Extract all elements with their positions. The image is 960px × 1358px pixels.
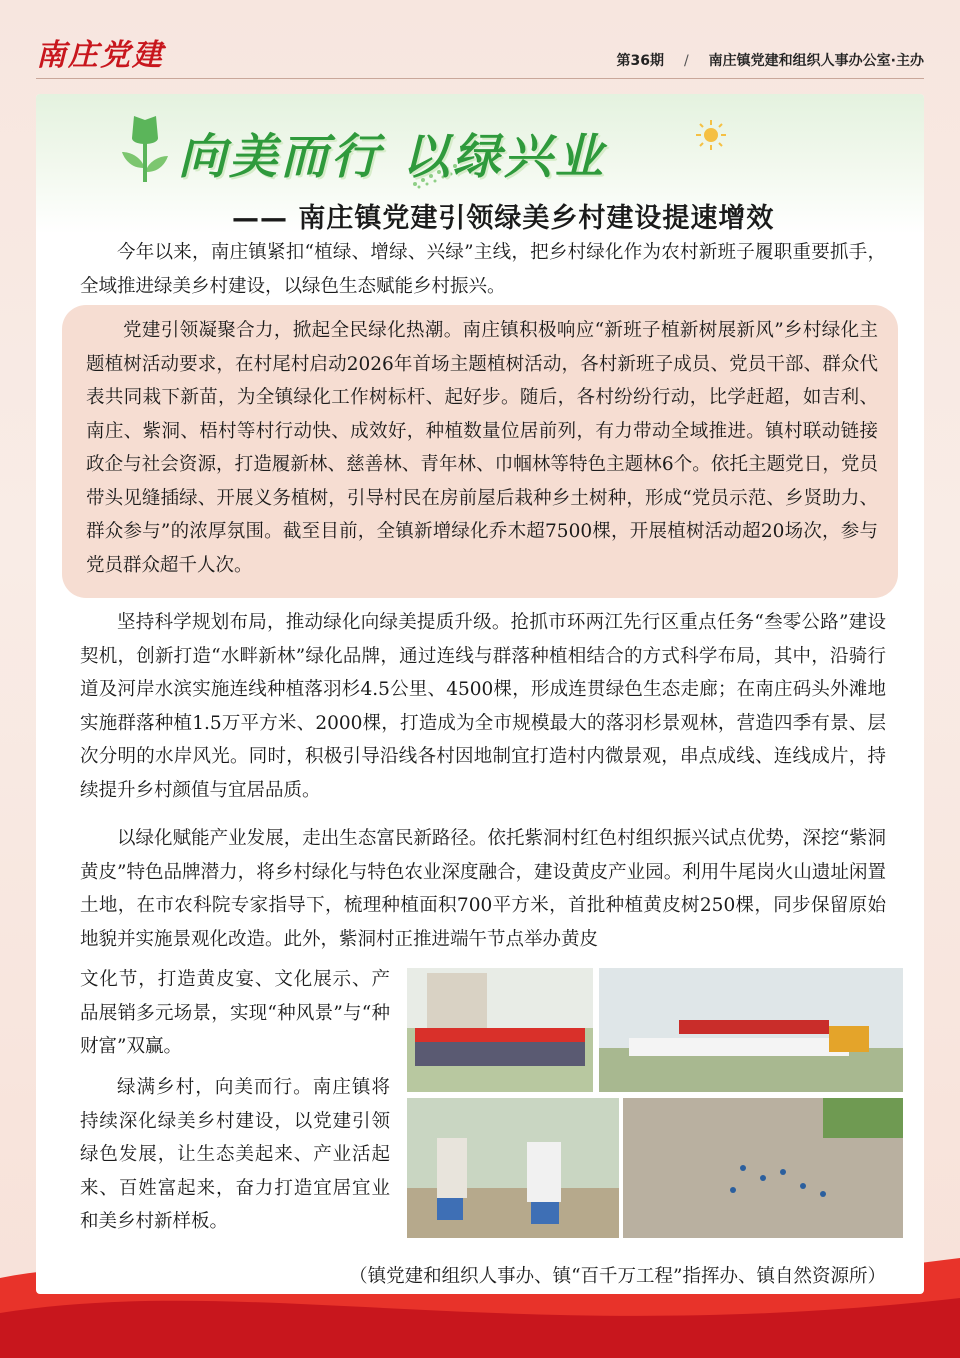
excavator-event-photo — [597, 966, 905, 1094]
header-rule — [36, 78, 924, 79]
paragraph-industry: 以绿化赋能产业发展，走出生态富民新路径。依托紫洞村红色村组织振兴试点优势，深挖“紫洞黄皮”特色品牌潜力，将乡村绿化与特色农业深度融合，建设黄皮产业园。利用牛尾岗火山遗址闲置土地，在市农科院专家指导下，梳理种植面积700平方米，首批种植黄皮树250棵，同步保留原始地貌并实施景观化改造。此外，紫洞村正推进端午节点举办黄皮 — [80, 828, 886, 950]
aerial-field-photo — [621, 1096, 905, 1240]
paragraph-party-building: 党建引领凝聚合力，掀起全民绿化热潮。南庄镇积极响应“新班子植新树展新风”乡村绿化主题植树活动要求，在村尾村启动2026年首场主题植树活动，各村新班子成员、党员干部、群众代表共同栽下新苗，为全镇绿化工作树标杆、起好步。随后，各村纷纷行动，比学赶超，如吉利、南庄、紫洞、梧村等村行动快、成效好，种植数量位居前列，有力带动全域推进。镇村联动链接政企与社会资源，打造履新林、慈善林、青年林、巾帼林等特色主题林6个。依托主题党日，党员带头见缝插绿、开展义务植树，引导村民在房前屋后栽种乡土树种，形成“党员示范、乡贤助力、群众参与”的浓厚氛围。截至目前，全镇新增绿化乔木超7500棵，开展植树活动超20场次，参与党员群众超千人次。 — [86, 320, 878, 576]
article-subtitle: —— 南庄镇党建引领绿美乡村建设提速增效 — [232, 203, 775, 234]
tulip-icon — [120, 112, 170, 186]
photo-collage — [405, 966, 903, 1238]
paragraph-intro: 今年以来，南庄镇紧扣“植绿、增绿、兴绿”主线，把乡村绿化作为农村新班子履职重要抓手，全域推进绿美乡村建设，以绿色生态赋能乡村振兴。 — [80, 242, 886, 297]
sun-icon — [694, 118, 728, 152]
issue-separator: / — [683, 53, 689, 69]
article-credit: （镇党建和组织人事办、镇“百千万工程”指挥办、镇自然资源所） — [349, 1266, 886, 1287]
issue-number: 第36期 — [616, 53, 664, 69]
group-photo-banner — [405, 966, 595, 1094]
masthead-logo: 南庄党建 — [36, 38, 164, 73]
paragraph-industry-cont: 文化节，打造黄皮宴、文化展示、产品展销多元场景，实现“种风景”与“种财富”双赢。 — [80, 969, 390, 1057]
publisher: 南庄镇党建和组织人事办公室·主办 — [708, 53, 924, 69]
issue-info — [616, 50, 924, 70]
planting-tree-photo — [405, 1096, 621, 1240]
paragraph-conclusion: 绿满乡村，向美而行。南庄镇将持续深化绿美乡村建设，以党建引领绿色发展，让生态美起来、产业活起来、百姓富起来，奋力打造宜居宜业和美乡村新样板。 — [80, 1077, 390, 1232]
article-title: 向美而行 以绿兴业 — [178, 129, 606, 185]
paragraph-planning: 坚持科学规划布局，推动绿化向绿美提质升级。抢抓市环两江先行区重点任务“叁零公路”建设契机，创新打造“水畔新林”绿化品牌，通过连线与群落种植相结合的方式科学布局，其中，沿骑行道及河岸水滨实施连线种植落羽杉4.5公里、4500棵，形成连贯绿色生态走廊；在南庄码头外滩地实施群落种植1.5万平方米、2000棵，打造成为全市规模最大的落羽杉景观林，营造四季有景、层次分明的水岸风光。同时，积极引导沿线各村因地制宜打造村内微景观，串点成线、连线成片，持续提升乡村颜值与宜居品质。 — [80, 612, 886, 801]
